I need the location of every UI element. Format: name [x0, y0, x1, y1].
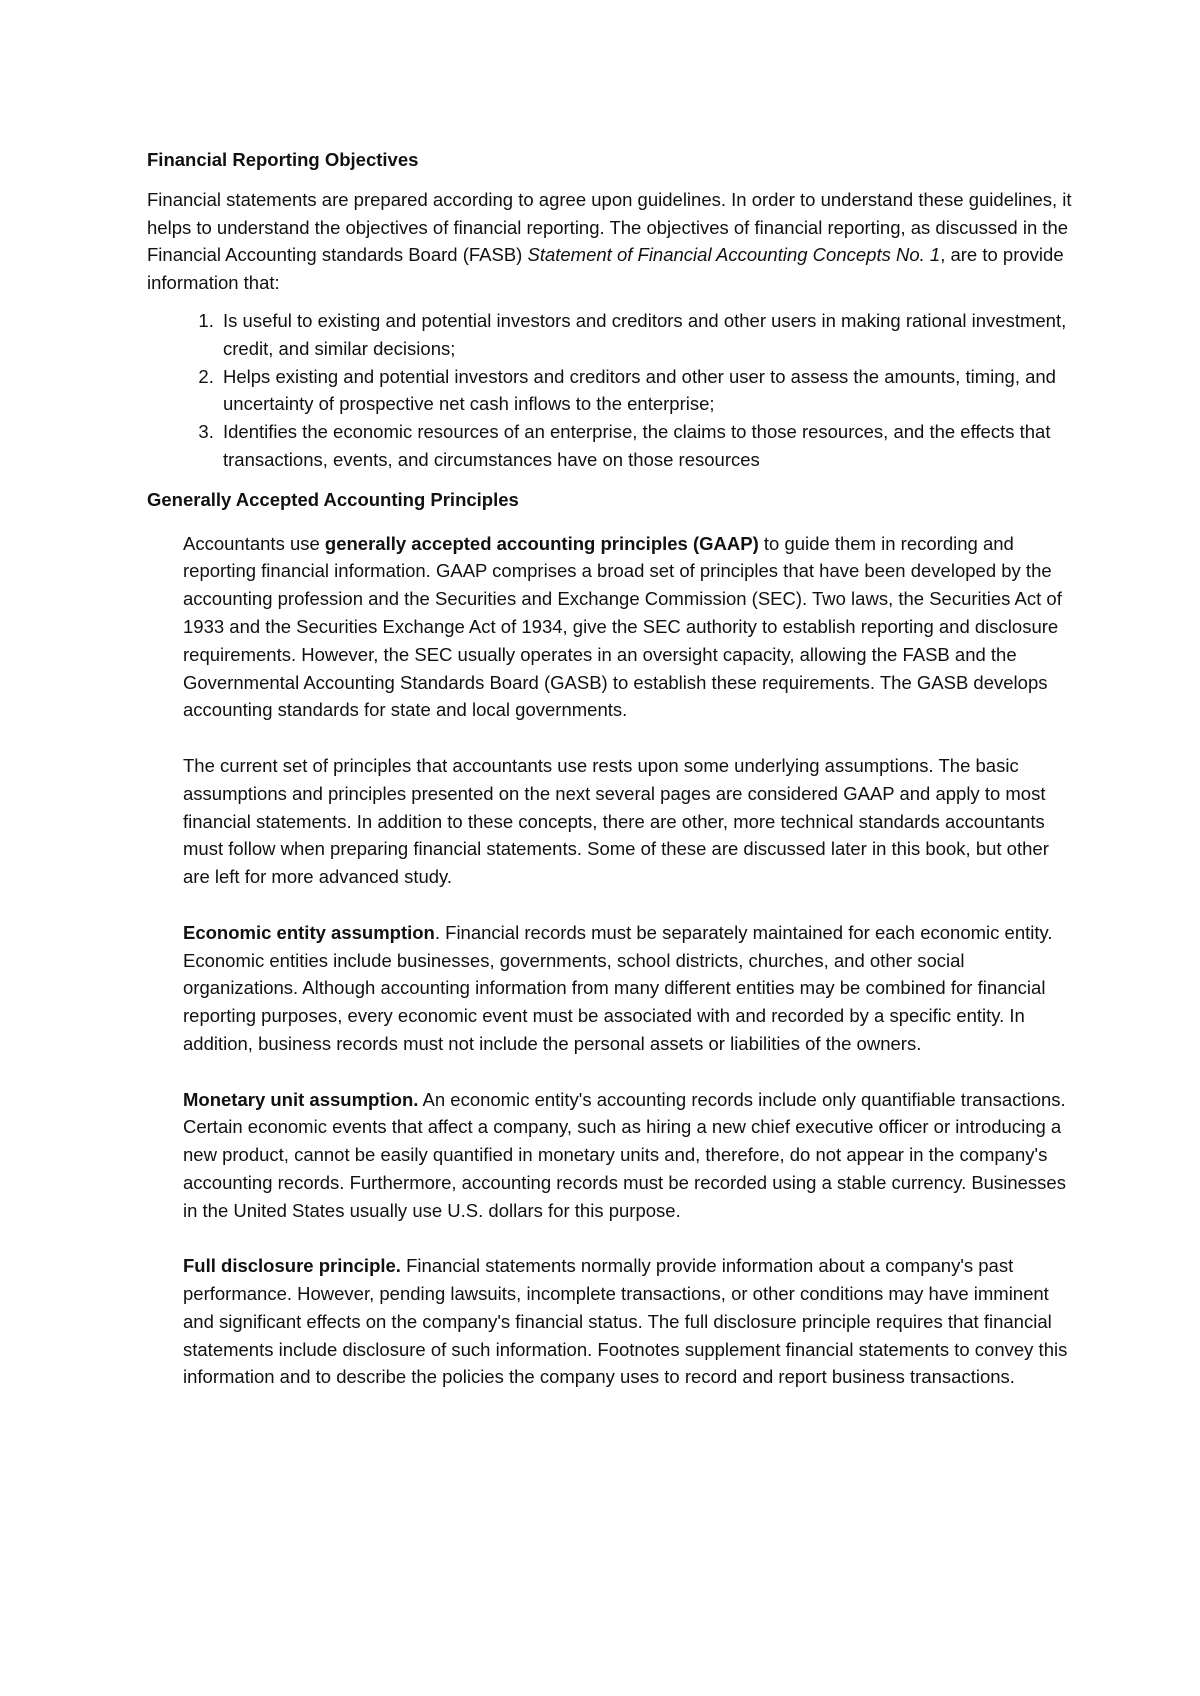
objectives-intro-paragraph [147, 186, 1077, 297]
economic-entity-text: . Financial records must be separately maintained for each economic entity. Economic entities include businesses, governments, school districts, churches, and other social organizations. Although accounting information from many different entities may be combined for financial reporting purposes, every economic event must be associated with and recorded by a specific entity. In addition, business records must not include the personal assets or liabilities of the owners. [183, 921, 1053, 1054]
objectives-list [147, 307, 1077, 474]
heading-gaap: Generally Accepted Accounting Principles [147, 488, 519, 510]
intro-text-end: , are to provide information that: [147, 244, 1064, 294]
full-disclosure-term: Full disclosure principle. [183, 1255, 401, 1277]
list-item: 3. Identifies the economic resources of an enterprise, the claims to those resources, and the effects that transactions, events, and circumstances have on those resources [219, 418, 1077, 474]
gaap-paragraph-1 [183, 530, 1077, 725]
list-item: 1. Is useful to existing and potential investors and creditors and other users in making rational investment, credit, and similar decisions; [219, 307, 1077, 363]
economic-entity-paragraph [183, 919, 1077, 1058]
full-disclosure-text: Financial statements normally provide information about a company's past performance. However, pending lawsuits, incomplete transactions, or other conditions may have imminent and significant effects on the company's financial status. The full disclosure principle requires that financial statements include disclosure of such information. Footnotes supplement financial statements to convey this information and to describe the policies the company uses to record and report business transactions. [183, 1255, 1068, 1388]
monetary-unit-paragraph [183, 1086, 1077, 1225]
monetary-unit-text: An economic entity's accounting records include only quantifiable transactions. Certain economic events that affect a company, such as hiring a new chief executive officer or introducing a new product, cannot be easily quantified in monetary units and, therefore, do not appear in the company's accounting records. Furthermore, accounting records must be recorded using a stable currency. Businesses in the United States usually use U.S. dollars for this purpose. [183, 1088, 1066, 1221]
list-item: 2. Helps existing and potential investors and creditors and other user to assess the amounts, timing, and uncertainty of prospective net cash inflows to the enterprise; [219, 363, 1077, 419]
full-disclosure-paragraph [183, 1252, 1077, 1391]
monetary-unit-term: Monetary unit assumption. [183, 1088, 419, 1110]
gaap-paragraph-2: The current set of principles that accountants use rests upon some underlying assumptions. The basic assumptions and principles presented on the next several pages are considered GAAP and apply to most financial statements. In addition to these concepts, there are other, more technical standards accountants must follow when preparing financial statements. Some of these are discussed later in this book, but other are left for more advanced study. [183, 754, 1049, 888]
gaap-p1-bold-term: generally accepted accounting principles (GAAP) [324, 532, 759, 554]
gaap-section-body [183, 530, 1077, 1392]
heading-financial-reporting-objectives: Financial Reporting Objectives [147, 149, 419, 170]
gaap-p1-text: Accountants use [183, 532, 325, 554]
intro-italic-title: Statement of Financial Accounting Concepts No. 1 [527, 244, 941, 266]
economic-entity-term: Economic entity assumption [183, 921, 435, 943]
intro-text: Financial statements are prepared according to agree upon guidelines. In order to understand these guidelines, it helps to understand the objectives of financial reporting. The objectives of financial reporting, as discussed in the Financial Accounting standards Board (FASB) [147, 188, 1072, 266]
document-body [147, 146, 1077, 1419]
gaap-p1-text-end: to guide them in recording and reporting financial information. GAAP comprises a broad set of principles that have been developed by the accounting profession and the Securities and Exchange Commission (SEC). Two laws, the Securities Act of 1933 and the Securities Exchange Act of 1934, give the SEC authority to establish reporting and disclosure requirements. However, the SEC usually operates in an oversight capacity, allowing the FASB and the Governmental Accounting Standards Board (GASB) to establish these requirements. The GASB develops accounting standards for state and local governments. [183, 532, 1062, 721]
